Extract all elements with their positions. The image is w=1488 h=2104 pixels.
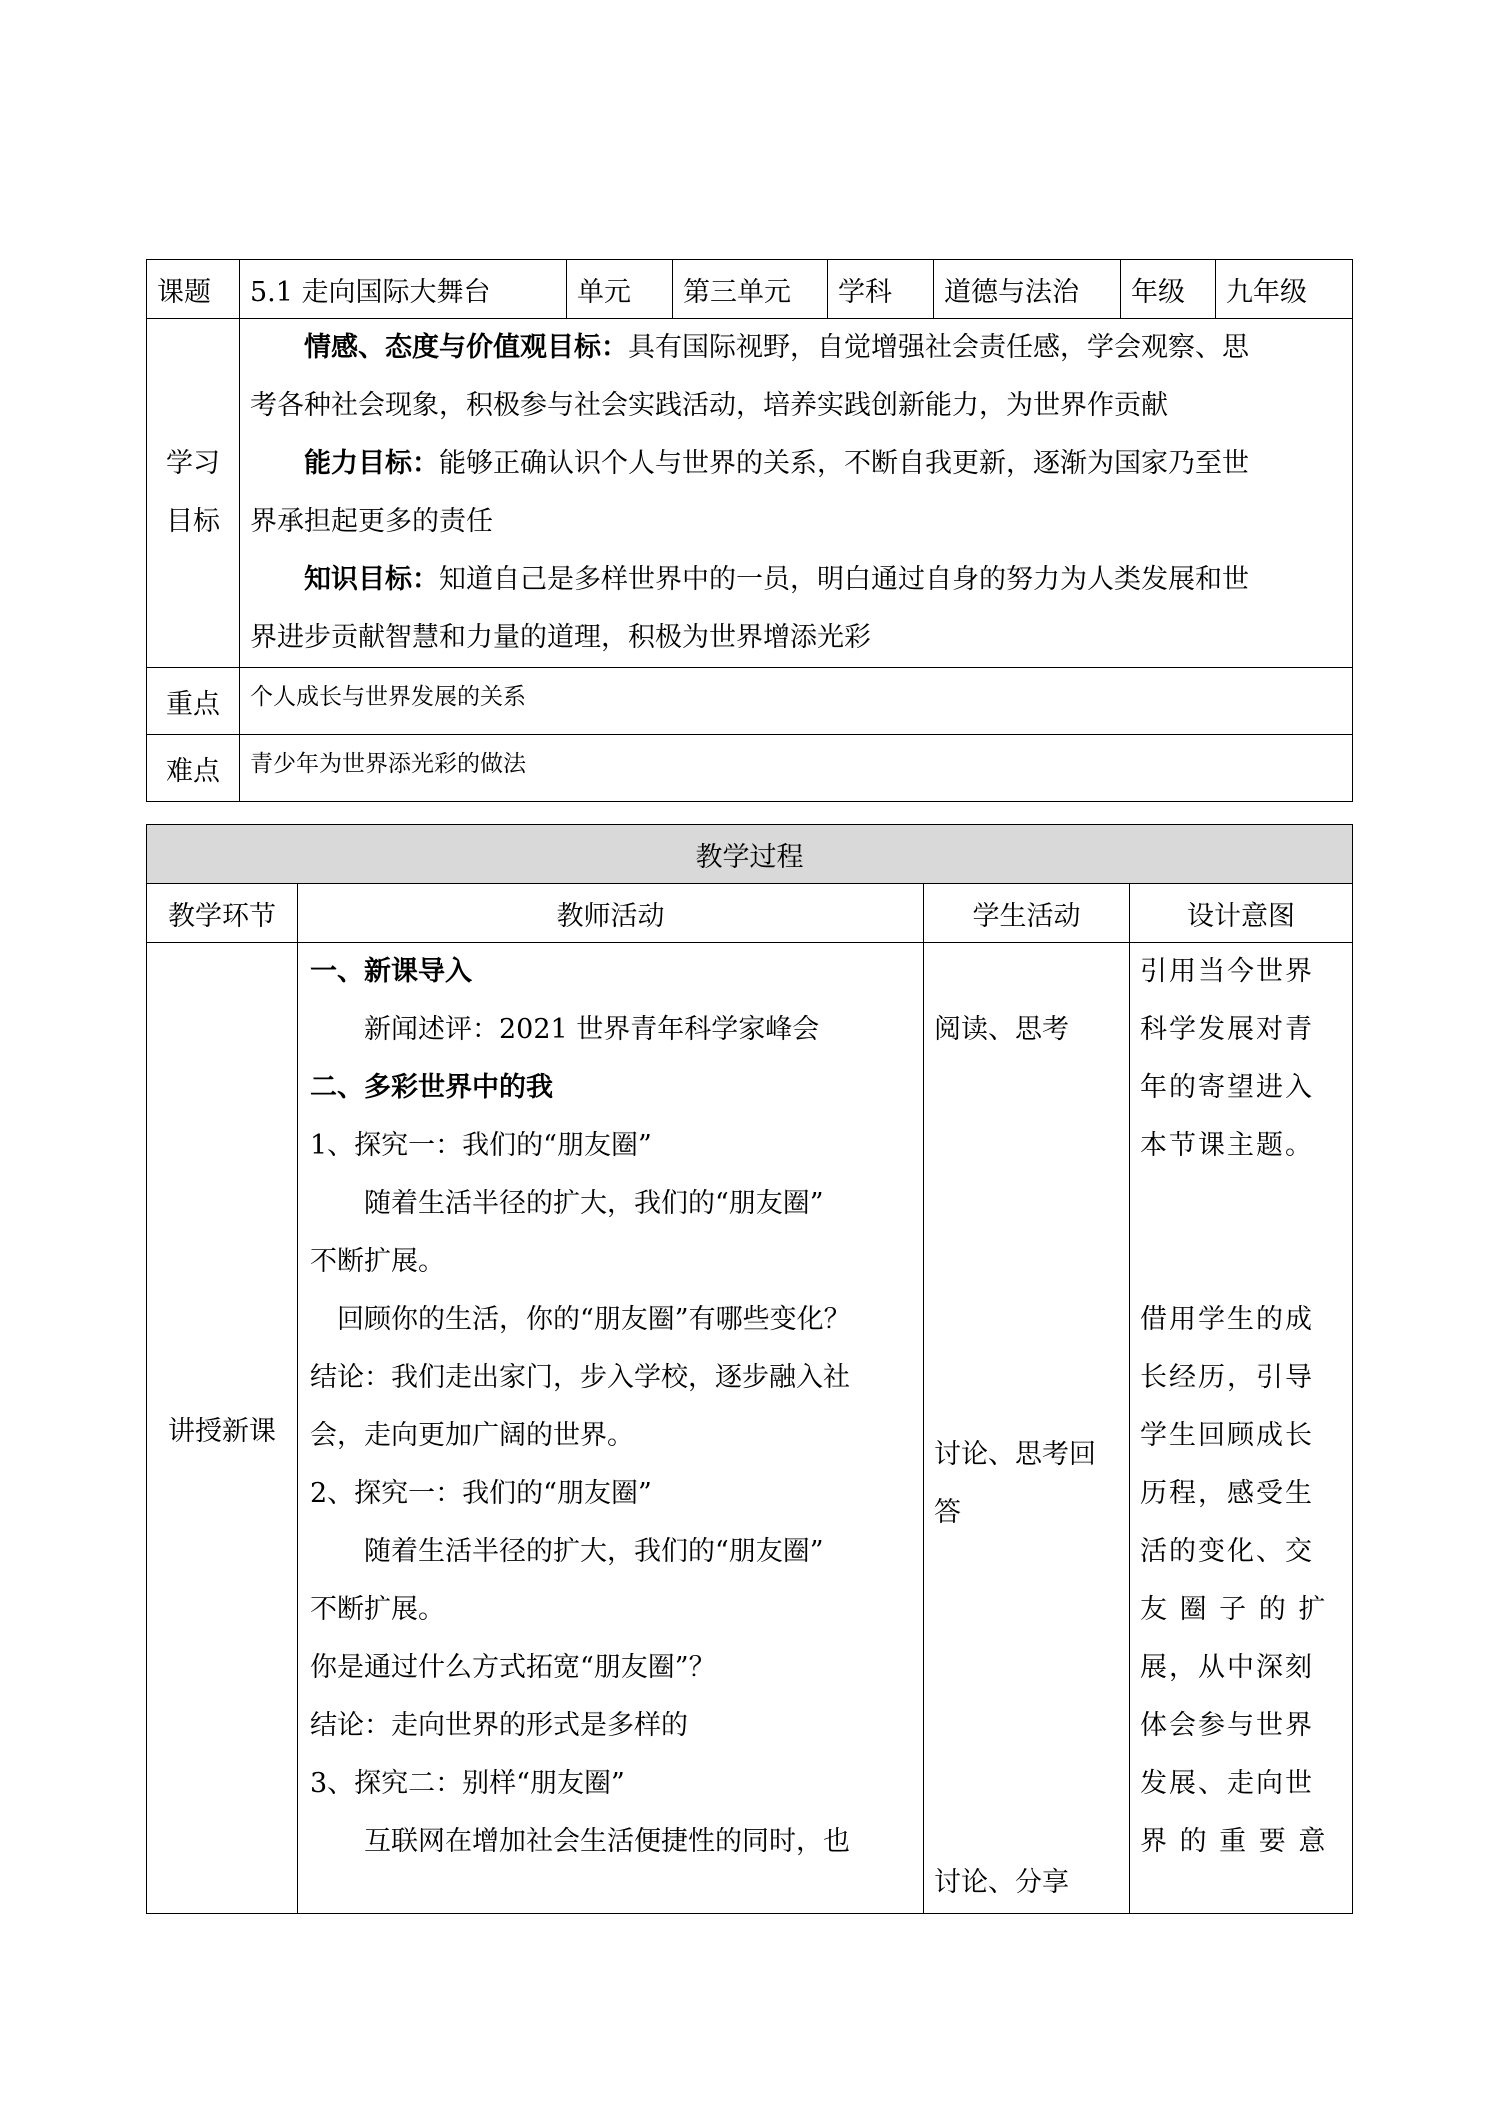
objectives-label: 学习 目标 (147, 319, 240, 668)
design-intent-cell: 引用当今世界 科学发展对青 年的寄望进入 本节课主题。 借用学生的成 长经历，引导 学生回顾成长 历程，感受生 活的变化、交 友 圈 子 的 扩 展，从中深刻 体会参与世界 发展、走向世 界 的 重 要 意 (1130, 943, 1353, 1914)
column-header-student: 学生活动 (924, 884, 1130, 943)
lesson-info-table (146, 259, 1353, 802)
column-header-design: 设计意图 (1130, 884, 1353, 943)
difficulty-value: 青少年为世界添光彩的做法 (240, 735, 1353, 802)
objective-ability: 能力目标：能够正确认识个人与世界的关系，不断自我更新，逐渐为国家乃至世 (304, 448, 1249, 479)
key-point-value: 个人成长与世界发展的关系 (240, 668, 1353, 735)
grade-label: 年级 (1121, 260, 1216, 319)
unit-value: 第三单元 (673, 260, 828, 319)
key-point-row (147, 668, 1353, 735)
column-header-teacher: 教师活动 (298, 884, 924, 943)
process-title-row (147, 825, 1353, 884)
subject-value: 道德与法治 (934, 260, 1121, 319)
topic-value: 5.1 走向国际大舞台 (240, 260, 567, 319)
stage-cell: 讲授新课 (147, 943, 298, 1914)
process-row (147, 943, 1353, 1914)
difficulty-label: 难点 (147, 735, 240, 802)
objectives-row (147, 319, 1353, 668)
subject-label: 学科 (828, 260, 934, 319)
objective-knowledge: 知识目标：知道自己是多样世界中的一员，明白通过自身的努力为人类发展和世 (304, 564, 1249, 595)
process-column-headers (147, 884, 1353, 943)
difficulty-row (147, 735, 1353, 802)
teacher-activity-cell: 一、新课导入 新闻述评：2021 世界青年科学家峰会 二、多彩世界中的我 1、探究一：我们的“朋友圈” 随着生活半径的扩大，我们的“朋友圈” 不断扩展。 回顾你的生活，你的“朋友圈”有哪些变化？ 结论：我们走出家门，步入学校，逐步融入社 会，走向更加广阔的世界。 2、探究一：我们的“朋友圈” 随着生活半径的扩大，我们的“朋友圈” 不断扩展。 你是通过什么方式拓宽“朋友圈”？ 结论：走向世界的形式是多样的 3、探究二：别样“朋友圈” 互联网在增加社会生活便捷性的同时，也 (298, 943, 924, 1914)
grade-value: 九年级 (1216, 260, 1353, 319)
column-header-stage: 教学环节 (147, 884, 298, 943)
teaching-process-table (146, 824, 1353, 1914)
key-point-label: 重点 (147, 668, 240, 735)
objectives-content: 情感、态度与价值观目标：具有国际视野，自觉增强社会责任感，学会观察、思 考各种社会现象，积极参与社会实践活动，培养实践创新能力，为世界作贡献 能力目标：能够正确认识个人与世界的关系，不断自我更新，逐渐为国家乃至世 界承担起更多的责任 知识目标：知道自己是多样世界中的一员，明白通过自身的努力为人类发展和世 界进步贡献智慧和力量的道理，积极为世界增添光彩 (240, 319, 1353, 668)
topic-label: 课题 (147, 260, 240, 319)
process-title: 教学过程 (147, 825, 1353, 884)
student-activity-cell: 阅读、思考 讨论、思考回 答 讨论、分享 (924, 943, 1130, 1914)
header-row (147, 260, 1353, 319)
objective-affective: 情感、态度与价值观目标：具有国际视野，自觉增强社会责任感，学会观察、思 (304, 332, 1249, 363)
unit-label: 单元 (567, 260, 673, 319)
